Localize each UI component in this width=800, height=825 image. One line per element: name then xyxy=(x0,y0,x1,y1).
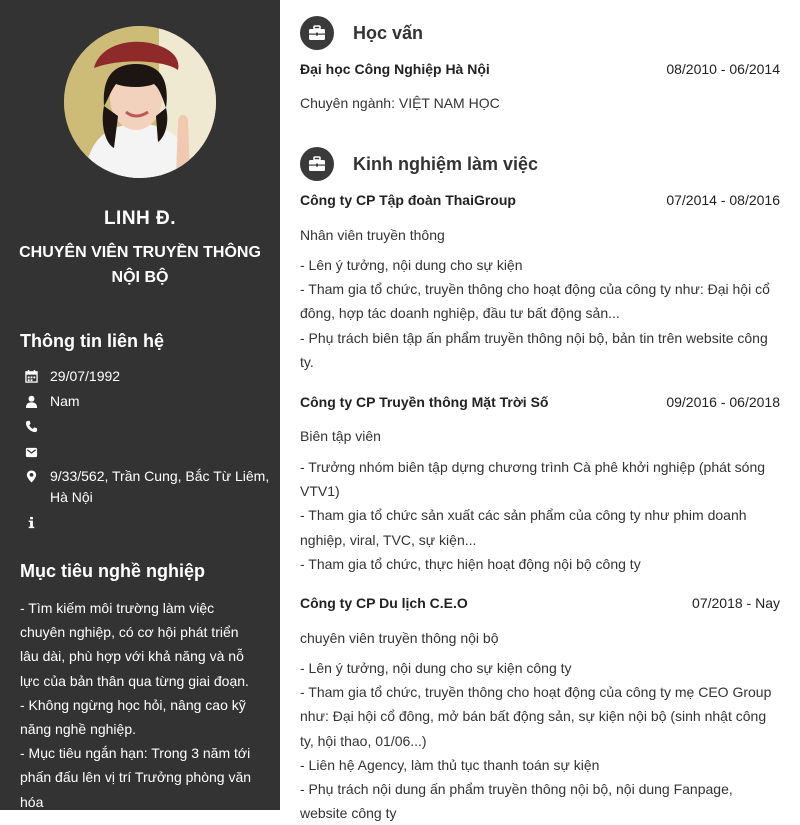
education-section-header xyxy=(300,16,423,50)
contact-email xyxy=(20,442,270,459)
job-role: Biên tập viên xyxy=(300,428,381,444)
briefcase-icon xyxy=(300,16,334,50)
job-entry xyxy=(300,595,780,611)
profile-name: LINH Đ. xyxy=(103,208,177,229)
profile-job-title: CHUYÊN VIÊN TRUYỀN THÔNG NỘI BỘ xyxy=(19,244,261,286)
school-name: Đại học Công Nghiệp Hà Nội xyxy=(300,61,490,77)
sidebar xyxy=(0,0,280,810)
profile-photo xyxy=(64,26,216,178)
briefcase-icon xyxy=(300,147,334,181)
gender-value: Nam xyxy=(50,393,80,409)
job-company: Công ty CP Tập đoàn ThaiGroup xyxy=(300,192,516,208)
duty-item: - Liên hệ Agency, làm thủ tục thanh toán sự kiện xyxy=(300,756,600,773)
contact-gender xyxy=(20,391,270,412)
duty-item: - Tham gia tổ chức, thực hiện hoạt động nội bộ công ty xyxy=(300,555,641,572)
user-icon xyxy=(25,395,38,408)
info-icon xyxy=(25,516,38,529)
avatar xyxy=(64,26,216,178)
duty-item: - Phụ trách biên tập ấn phẩm truyền thông nội bộ, bản tin trên website công ty. xyxy=(300,329,768,370)
email-icon xyxy=(25,446,38,459)
duty-item: - Lên ý tưởng, nội dung cho sự kiện công ty xyxy=(300,660,572,676)
info-value xyxy=(50,512,270,529)
objective-heading: Mục tiêu nghề nghiệp xyxy=(20,561,205,581)
experience-heading: Kinh nghiệm làm việc xyxy=(353,153,539,174)
job-entry xyxy=(300,394,780,410)
birthday-value: 29/07/1992 xyxy=(50,368,121,384)
education-dates: 08/2010 - 06/2014 xyxy=(666,61,780,77)
education-major: Chuyên ngành: VIỆT NAM HỌC xyxy=(300,95,500,111)
contact-heading: Thông tin liên hệ xyxy=(20,331,164,351)
duty-item: - Tham gia tổ chức, truyền thông cho hoạt động của công ty như: Đại hội cổ đông, hợp tác doanh nghiệp, đầu tư bất động sản... xyxy=(300,281,770,322)
email-value xyxy=(50,442,270,459)
calendar-icon xyxy=(25,370,38,383)
job-company: Công ty CP Truyền thông Mặt Trời Số xyxy=(300,394,549,410)
duty-item: - Tham gia tổ chức, truyền thông cho hoạt động của công ty mẹ CEO Group như: Đại hội cổ đông, mở bán bất động sản, sự kiện nội bộ (sinh nhật công ty, hội thao, 01/06...) xyxy=(300,684,772,749)
job-duties xyxy=(300,253,778,374)
objective-line: - Không ngừng học hỏi, nâng cao kỹ năng nghề nghiệp. xyxy=(20,696,246,738)
job-company: Công ty CP Du lịch C.E.O xyxy=(300,595,468,611)
experience-section-header xyxy=(300,147,538,181)
phone-icon xyxy=(25,420,38,433)
duty-item: - Tham gia tổ chức sản xuất các sản phẩm của công ty như phim doanh nghiệp, viral, TVC, sự kiện... xyxy=(300,507,747,548)
duty-item: - Trưởng nhóm biên tập dựng chương trình Cà phê khởi nghiệp (phát sóng VTV1) xyxy=(300,459,766,500)
objective-line: - Mục tiêu ngắn hạn: Trong 3 năm tới phấn đấu lên vị trí Trưởng phòng văn hóa xyxy=(20,745,252,810)
contact-birthday xyxy=(20,366,270,387)
education-entry xyxy=(300,61,780,77)
duty-item: - Lên ý tưởng, nội dung cho sự kiện xyxy=(300,257,523,273)
objective-text xyxy=(20,596,260,814)
address-value: 9/33/562, Trần Cung, Bắc Từ Liêm, Hà Nội xyxy=(50,468,270,505)
location-pin-icon xyxy=(25,470,38,483)
job-duties xyxy=(300,656,778,825)
contact-phone xyxy=(20,416,270,433)
phone-value xyxy=(50,416,270,433)
duty-item: - Phụ trách nội dung ấn phẩm truyền thông nội bộ, nội dung Fanpage, website công ty xyxy=(300,781,733,822)
job-duties xyxy=(300,455,778,576)
education-heading: Học vấn xyxy=(353,22,424,43)
job-dates: 07/2014 - 08/2016 xyxy=(666,192,780,208)
job-entry xyxy=(300,192,780,208)
job-role: Nhân viên truyền thông xyxy=(300,227,445,243)
contact-address xyxy=(20,466,270,508)
contact-info xyxy=(20,512,270,529)
job-role: chuyên viên truyền thông nội bộ xyxy=(300,630,499,646)
objective-line: - Tìm kiếm môi trường làm việc chuyên nghiệp, có cơ hội phát triển lâu dài, phù hợp với khả năng và nỗ lực của bản thân qua từng giai đoạn. xyxy=(20,600,249,689)
job-dates: 09/2016 - 06/2018 xyxy=(666,394,780,410)
job-dates: 07/2018 - Nay xyxy=(692,595,780,611)
